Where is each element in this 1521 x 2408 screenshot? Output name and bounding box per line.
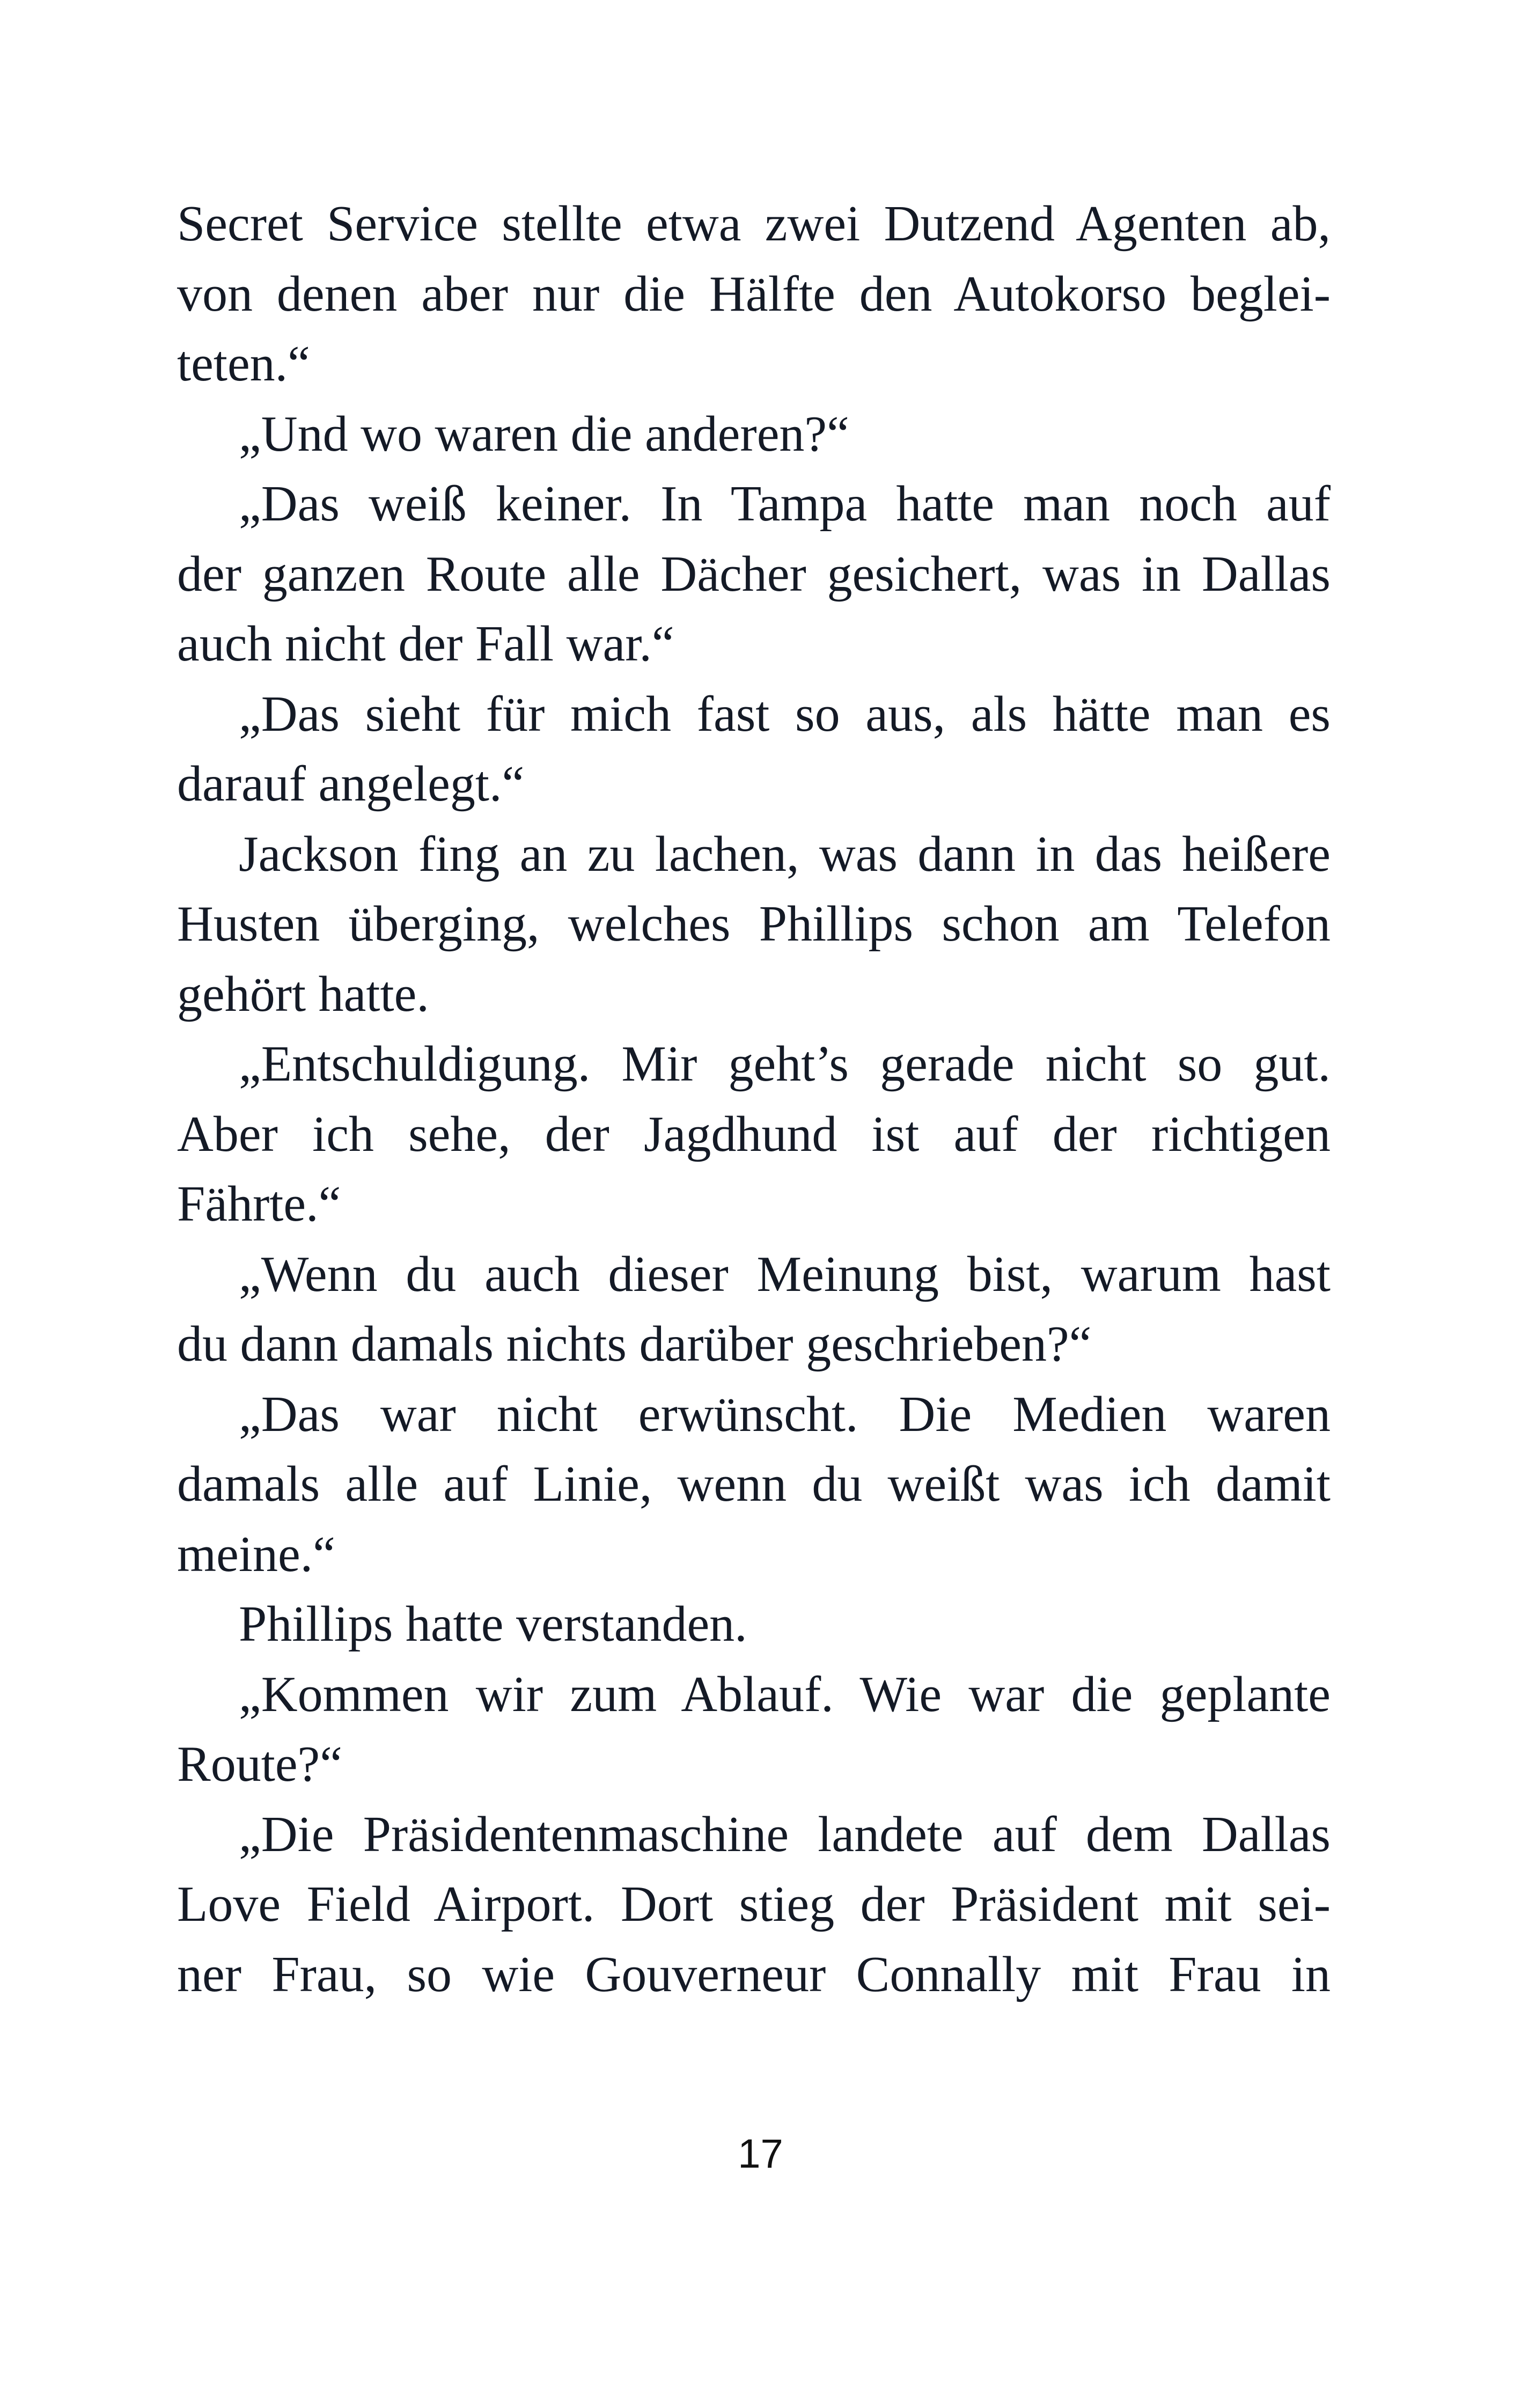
text-line: von denen aber nur die Hälfte den Autokorso beglei- xyxy=(177,266,1331,322)
text-line: darauf angelegt.“ xyxy=(177,756,525,812)
text-line: „Kommen wir zum Ablauf. Wie war die geplante xyxy=(239,1666,1331,1722)
text-line: „Das war nicht erwünscht. Die Medien waren xyxy=(239,1386,1331,1442)
text-line: Love Field Airport. Dort stieg der Präsident mit sei- xyxy=(177,1876,1331,1932)
text-line: „Die Präsidentenmaschine landete auf dem Dallas xyxy=(239,1806,1331,1862)
text-line: gehört hatte. xyxy=(177,966,429,1022)
text-line: „Entschuldigung. Mir geht’s gerade nicht so gut. xyxy=(239,1036,1331,1092)
text-line: der ganzen Route alle Dächer gesichert, was in Dallas xyxy=(177,546,1331,602)
text-line: „Wenn du auch dieser Meinung bist, warum hast xyxy=(239,1246,1331,1302)
text-line: damals alle auf Linie, wenn du weißt was ich damit xyxy=(177,1456,1331,1512)
text-line: du dann damals nichts darüber geschrieben?“ xyxy=(177,1316,1092,1372)
text-line: Secret Service stellte etwa zwei Dutzend Agenten ab, xyxy=(177,196,1331,252)
text-line: Jackson fing an zu lachen, was dann in das heißere xyxy=(239,826,1331,882)
text-line: meine.“ xyxy=(177,1526,335,1582)
text-line: Route?“ xyxy=(177,1736,342,1792)
text-line: Husten überging, welches Phillips schon am Telefon xyxy=(177,896,1331,952)
text-line: teten.“ xyxy=(177,336,310,392)
page-number: 17 xyxy=(738,2131,783,2177)
text-line: „Das sieht für mich fast so aus, als hätte man es xyxy=(239,686,1331,742)
text-line: „Und wo waren die anderen?“ xyxy=(239,406,849,462)
body-text xyxy=(177,189,1331,2009)
text-line: auch nicht der Fall war.“ xyxy=(177,616,674,672)
text-line: ner Frau, so wie Gouverneur Connally mit Frau in xyxy=(177,1946,1331,2002)
text-line: Aber ich sehe, der Jagdhund ist auf der richtigen xyxy=(177,1106,1331,1162)
text-line: Phillips hatte verstanden. xyxy=(239,1596,747,1652)
text-line: Fährte.“ xyxy=(177,1176,341,1232)
text-line: „Das weiß keiner. In Tampa hatte man noch auf xyxy=(239,476,1331,532)
